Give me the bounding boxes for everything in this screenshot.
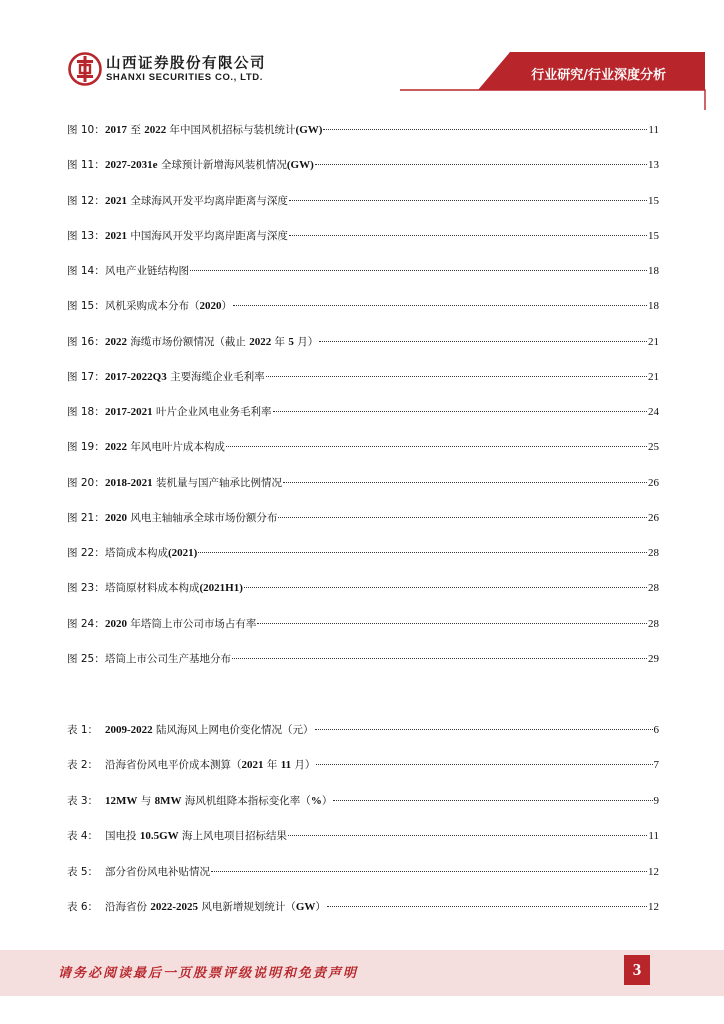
report-category-tag: 行业研究/行业深度分析 — [531, 68, 666, 83]
figure-title: 2022 年风电叶片成本构成 — [105, 441, 225, 454]
table-title: 沿海省份风电平价成本测算（2021 年 11 月） — [105, 759, 316, 772]
figure-label: 图 12： — [67, 194, 105, 207]
figure-toc-entry[interactable] — [67, 299, 659, 313]
figure-title: 2017-2021 叶片企业风电业务毛利率 — [105, 406, 272, 418]
dot-leader — [244, 587, 647, 588]
figure-page-number: 26 — [648, 511, 659, 524]
figure-page-number: 29 — [648, 652, 659, 665]
dot-leader — [198, 552, 647, 553]
figure-title: 2021 中国海风开发平均离岸距离与深度 — [105, 229, 288, 242]
figure-toc-entry[interactable] — [67, 229, 659, 243]
table-page-number: 9 — [653, 794, 659, 807]
figure-title: 风机采购成本分布（2020） — [105, 300, 232, 313]
table-page-number: 6 — [653, 724, 659, 736]
figure-title: 2022 海缆市场份额情况（截止 2022 年 5 月） — [105, 335, 319, 348]
figure-toc-entry[interactable] — [67, 264, 659, 278]
figure-toc-entry[interactable] — [67, 405, 659, 419]
table-title: 部分省份风电补贴情况 — [105, 865, 210, 878]
figure-label: 图 11： — [67, 159, 105, 172]
shanxi-securities-logo-icon — [68, 52, 102, 86]
figure-label: 图 14： — [67, 265, 105, 277]
figure-toc-entry[interactable] — [67, 335, 659, 349]
page-header — [0, 0, 724, 110]
dot-leader — [233, 305, 647, 306]
table-title: 国电投 10.5GW 海上风电项目招标结果 — [105, 830, 287, 843]
dot-leader — [266, 376, 647, 377]
dot-leader — [278, 517, 647, 518]
table-label: 表 5： — [67, 865, 99, 878]
dot-leader — [323, 129, 647, 130]
table-title: 沿海省份 2022-2025 风电新增规划统计（GW） — [105, 901, 326, 913]
footer-disclaimer: 请务必阅读最后一页股票评级说明和免责声明 — [58, 966, 359, 981]
dot-leader — [190, 270, 647, 271]
table-title: 2009-2022 陆风海风上网电价变化情况（元） — [105, 724, 314, 736]
figure-toc-entry[interactable] — [67, 617, 659, 631]
table-toc-entry[interactable] — [67, 829, 659, 843]
table-toc-entry[interactable] — [67, 794, 659, 808]
figure-label: 图 22： — [67, 547, 105, 559]
figure-label: 图 18： — [67, 406, 105, 418]
figure-label: 图 25： — [67, 652, 105, 665]
company-name-cn: 山西证券股份有限公司 — [106, 56, 266, 72]
table-toc-entry[interactable] — [67, 900, 659, 914]
figure-page-number: 15 — [648, 229, 659, 242]
dot-leader — [316, 764, 652, 765]
table-title: 12MW 与 8MW 海风机组降本指标变化率（%） — [105, 794, 333, 807]
figure-page-number: 28 — [648, 582, 659, 595]
figure-title: 塔筒成本构成(2021) — [105, 547, 198, 559]
figure-label: 图 10： — [67, 124, 105, 136]
dot-leader — [283, 482, 647, 483]
figure-toc-entry[interactable] — [67, 440, 659, 454]
dot-leader — [288, 835, 647, 836]
figure-title: 2020 年塔筒上市公司市场占有率 — [105, 617, 257, 630]
figure-page-number: 28 — [648, 617, 659, 630]
figure-toc-entry[interactable] — [67, 511, 659, 525]
table-label: 表 6： — [67, 901, 99, 913]
figure-label: 图 17： — [67, 370, 105, 383]
dot-leader — [232, 658, 647, 659]
dot-leader — [273, 411, 647, 412]
figure-page-number: 13 — [648, 159, 659, 172]
figure-page-number: 25 — [648, 441, 659, 454]
dot-leader — [289, 235, 647, 236]
dot-leader — [327, 906, 647, 907]
figure-toc-entry[interactable] — [67, 123, 659, 137]
table-page-number: 12 — [648, 865, 659, 878]
figure-title: 2017 至 2022 年中国风机招标与装机统计(GW) — [105, 124, 323, 136]
page-number: 3 — [624, 955, 650, 985]
figure-title: 2027-2031e 全球预计新增海风装机情况(GW) — [105, 159, 314, 172]
figure-toc-entry[interactable] — [67, 476, 659, 490]
dot-leader — [315, 164, 647, 165]
table-page-number: 7 — [653, 759, 659, 772]
figure-page-number: 21 — [648, 370, 659, 383]
dot-leader — [257, 623, 647, 624]
dot-leader — [211, 871, 647, 872]
dot-leader — [315, 729, 653, 730]
figure-toc-entry[interactable] — [67, 158, 659, 172]
figure-toc-entry[interactable] — [67, 546, 659, 560]
figure-label: 图 15： — [67, 300, 105, 313]
figure-label: 图 20： — [67, 476, 105, 489]
table-page-number: 12 — [648, 901, 659, 913]
company-name-en: SHANXI SECURITIES CO., LTD. — [106, 72, 263, 83]
figure-page-number: 28 — [648, 547, 659, 559]
figure-title: 塔筒上市公司生产基地分布 — [105, 652, 231, 665]
figure-page-number: 15 — [648, 194, 659, 207]
dot-leader — [226, 446, 647, 447]
figure-page-number: 21 — [648, 335, 659, 348]
figure-toc-entry[interactable] — [67, 581, 659, 595]
dot-leader — [319, 341, 647, 342]
figure-label: 图 23： — [67, 582, 105, 595]
figure-title: 2020 风电主轴轴承全球市场份额分布 — [105, 511, 278, 524]
table-label: 表 4： — [67, 830, 99, 843]
figure-label: 图 16： — [67, 335, 105, 348]
figure-toc-entry[interactable] — [67, 194, 659, 208]
figure-page-number: 18 — [648, 300, 659, 313]
table-toc-entry[interactable] — [67, 758, 659, 772]
figure-title: 2021 全球海风开发平均离岸距离与深度 — [105, 194, 288, 207]
figure-title: 塔筒原材料成本构成(2021H1) — [105, 582, 243, 595]
figure-page-number: 11 — [648, 124, 659, 136]
figure-label: 图 19： — [67, 441, 105, 454]
figure-label: 图 13： — [67, 229, 105, 242]
dot-leader — [333, 800, 652, 801]
table-page-number: 11 — [648, 830, 659, 843]
figure-page-number: 18 — [648, 265, 659, 277]
table-toc-entry[interactable] — [67, 865, 659, 879]
figure-toc-entry[interactable] — [67, 370, 659, 384]
figure-label: 图 24： — [67, 617, 105, 630]
table-toc-entry[interactable] — [67, 723, 659, 737]
figure-page-number: 24 — [648, 406, 659, 418]
dot-leader — [289, 200, 647, 201]
table-label: 表 3： — [67, 794, 99, 807]
table-label: 表 1： — [67, 724, 99, 736]
figure-toc-entry[interactable] — [67, 652, 659, 666]
figure-title: 风电产业链结构图 — [105, 265, 189, 277]
figure-page-number: 26 — [648, 476, 659, 489]
table-label: 表 2： — [67, 759, 99, 772]
figure-title: 2017-2022Q3 主要海缆企业毛利率 — [105, 370, 265, 383]
figure-label: 图 21： — [67, 511, 105, 524]
figure-title: 2018-2021 装机量与国产轴承比例情况 — [105, 476, 283, 489]
